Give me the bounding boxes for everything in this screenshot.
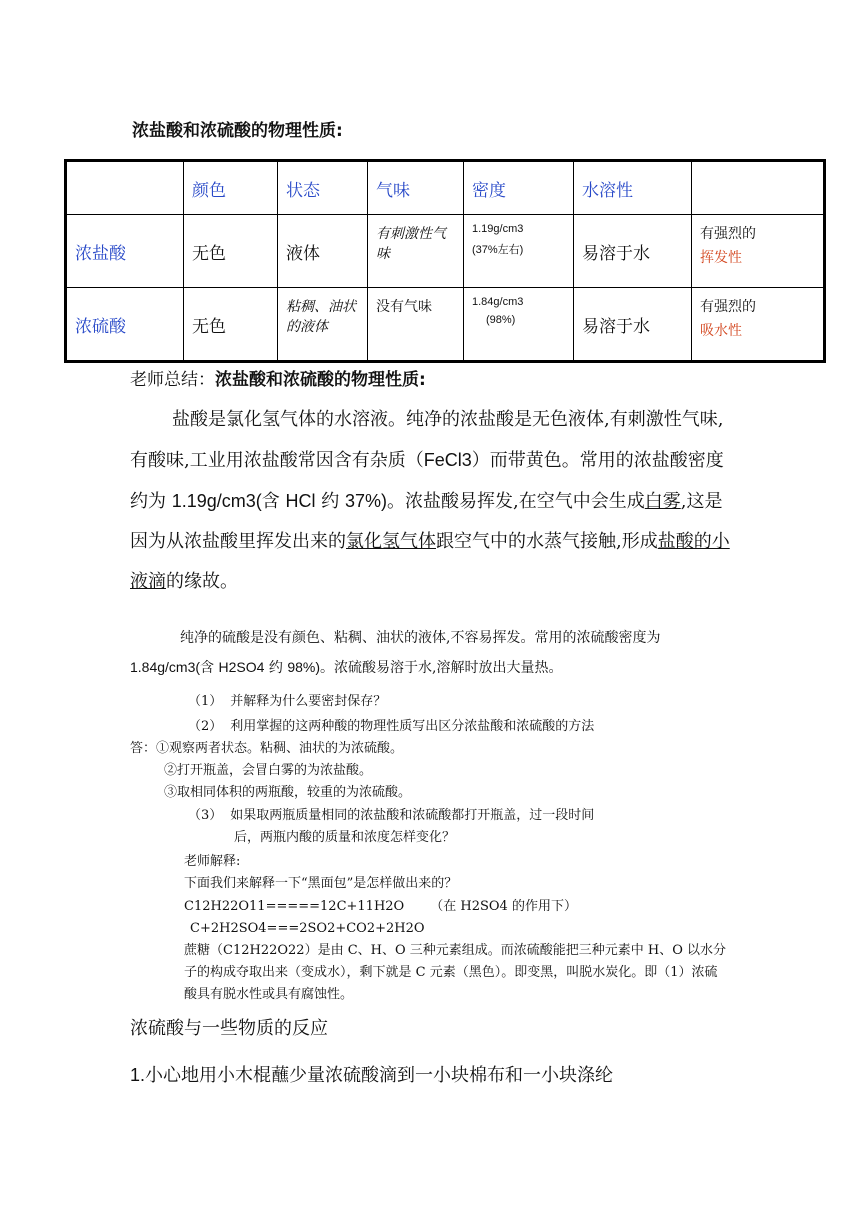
- row-solubility: 易溶于水: [574, 288, 692, 362]
- explain-line: 下面我们来解释一下“黑面包”是怎样做出来的？: [184, 876, 458, 891]
- row-state: 液体: [278, 215, 368, 288]
- row-color: 无色: [184, 288, 278, 362]
- question-2: [188, 716, 594, 738]
- underlined-term: 盐酸的小液滴: [130, 531, 730, 592]
- note-highlight: 挥发性: [700, 250, 742, 266]
- header-cell: [692, 161, 825, 215]
- row-state: 粘稠、油状的液体: [278, 288, 368, 362]
- header-cell: 状态: [278, 161, 368, 215]
- table-row: [66, 288, 825, 362]
- question-3-cont: 后，两瓶内酸的质量和浓度怎样变化？: [234, 830, 456, 845]
- page-title: 浓盐酸和浓硫酸的物理性质:: [132, 121, 343, 141]
- summary-heading: [130, 365, 426, 390]
- properties-table: [64, 159, 826, 363]
- text-run: 。浓硫酸易溶于水,溶解时放出大量热。: [320, 660, 563, 676]
- row-smell: 有刺激性气味: [368, 215, 464, 288]
- text-run: 盐酸是氯化氢气体的水溶液。纯净的浓盐酸是无色液体,有刺激性气味,有酸味,工业用浓盐酸常因含有杂质（: [130, 409, 724, 471]
- header-cell: [66, 161, 184, 215]
- table-row: [66, 215, 825, 288]
- teacher-label: 老师解释:: [184, 854, 241, 869]
- text-run: 约: [315, 491, 345, 512]
- text-run: 约: [264, 660, 288, 676]
- equation-note: （在 H2SO4 的作用下）: [430, 899, 577, 914]
- density-value: 1.19g/cm3: [472, 223, 524, 235]
- underlined-term: 白雾: [644, 491, 681, 512]
- row-density: [464, 288, 574, 362]
- text-run: H2SO4: [218, 659, 265, 675]
- row-color: 无色: [184, 215, 278, 288]
- question-text: 并解释为什么要密封保存？: [230, 694, 387, 709]
- question-number: （1）: [188, 694, 223, 709]
- summary-label: 老师总结：: [130, 370, 215, 390]
- hcl-paragraph: [130, 400, 736, 602]
- note-prefix: 有强烈的: [700, 299, 756, 315]
- text-run: 的缘故。: [166, 571, 238, 592]
- header-cell: 水溶性: [574, 161, 692, 215]
- note-prefix: 有强烈的: [700, 226, 756, 242]
- text-run: 98%): [287, 659, 321, 675]
- question-1: [188, 691, 386, 713]
- text-run: 跟空气中的水蒸气接触,形成: [436, 531, 658, 552]
- equation-1: [184, 896, 577, 918]
- answer-line: ②打开瓶盖，会冒白雾的为浓盐酸。: [164, 763, 373, 778]
- header-cell: 气味: [368, 161, 464, 215]
- equation-text: C12H22O11=====12C+11H2O: [184, 899, 405, 914]
- header-cell: 密度: [464, 161, 574, 215]
- text-run: 1.19g/cm3(: [171, 491, 262, 511]
- text-run: ,这是因为从浓盐酸里挥发出来的: [130, 491, 723, 552]
- answer-line: 答：①观察两者状态。粘稠、油状的为浓硫酸。: [130, 741, 404, 756]
- text-run: 纯净的硫酸是没有颜色、粘稠、油状的液体,不容易挥发。常用的浓硫酸密度为: [180, 630, 661, 646]
- density-note: (37%左右): [472, 244, 524, 256]
- text-run: 含: [200, 660, 219, 676]
- header-cell: 颜色: [184, 161, 278, 215]
- row-note: [692, 288, 825, 362]
- row-solubility: 易溶于水: [574, 215, 692, 288]
- row-smell: 没有气味: [368, 288, 464, 362]
- question-text: 如果取两瓶质量相同的浓盐酸和浓硫酸都打开瓶盖，过一段时间: [230, 808, 595, 823]
- numbered-line: [130, 1061, 613, 1087]
- text-run: 1.84g/cm3(: [130, 659, 201, 675]
- text-run: ）而带黄色。常用的浓盐酸密度约为: [130, 450, 724, 512]
- section-heading: 浓硫酸与一些物质的反应: [130, 1018, 328, 1039]
- density-note: (98%): [486, 314, 516, 326]
- equation-2: C+2H2SO4===2SO2+CO2+2H2O: [190, 921, 425, 936]
- line-number: 1.: [130, 1065, 146, 1085]
- answer-line: ③取相同体积的两瓶酸，较重的为浓硫酸。: [164, 785, 412, 800]
- text-run: 含: [261, 491, 286, 512]
- h2so4-paragraph: [130, 624, 740, 683]
- row-note: [692, 215, 825, 288]
- underlined-term: 氯化氢气体: [346, 531, 436, 552]
- density-value: 1.84g/cm3: [472, 296, 524, 308]
- line-text: 小心地用小木棍蘸少量浓硫酸滴到一小块棉布和一小块涤纶: [145, 1065, 614, 1086]
- summary-bold: 浓盐酸和浓硫酸的物理性质:: [215, 370, 426, 390]
- row-name: 浓硫酸: [66, 288, 184, 362]
- row-density: [464, 215, 574, 288]
- note-highlight: 吸水性: [700, 323, 742, 339]
- question-number: （3）: [188, 808, 223, 823]
- question-text: 利用掌握的这两种酸的物理性质写出区分浓盐酸和浓硫酸的方法: [230, 719, 595, 734]
- explanation-body: 蔗糖（C12H22O22）是由 C、H、O 三种元素组成。而浓硫酸能把三种元素中 H、O 以水分子的构成夺取出来（变成水），剩下就是 C 元素（黑色）。即变黑，叫脱水炭化。即（1）浓硫酸具有脱水性或具有腐蚀性。: [184, 943, 727, 1002]
- question-number: （2）: [188, 719, 223, 734]
- table-header-row: [66, 161, 825, 215]
- text-run: FeCl3: [423, 450, 472, 470]
- text-run: 。浓盐酸易挥发,在空气中会生成: [387, 491, 645, 512]
- text-run: HCl: [285, 491, 316, 511]
- row-name: 浓盐酸: [66, 215, 184, 288]
- text-run: 37%): [344, 491, 387, 511]
- question-3: [188, 805, 594, 827]
